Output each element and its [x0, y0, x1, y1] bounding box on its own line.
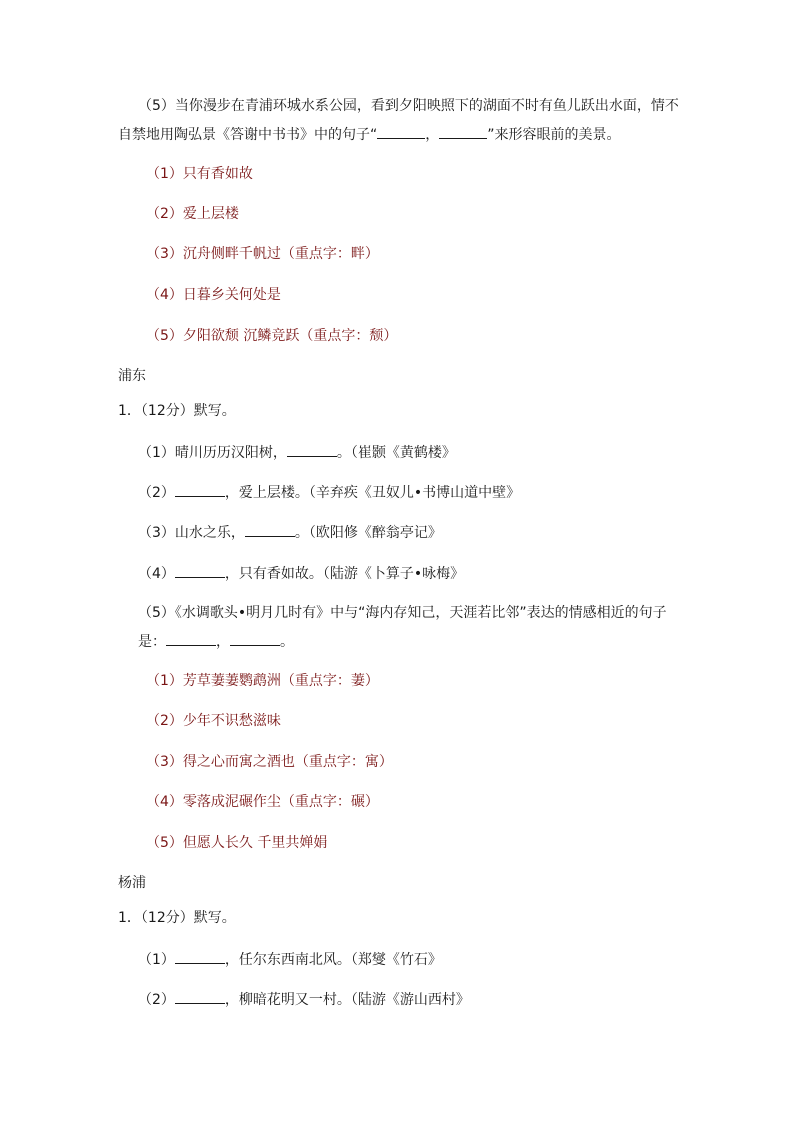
yangpu-question-1: （1） ，任尔东西南北风。（郑燮《竹石》: [138, 949, 442, 970]
answer-blank[interactable]: [175, 989, 225, 1004]
answer-blank[interactable]: [245, 522, 295, 537]
answer-blank[interactable]: [439, 124, 487, 139]
answer-blank[interactable]: [175, 482, 225, 497]
question-5-line-1: （5）当你漫步在青浦环城水系公园，看到夕阳映照下的湖面不时有鱼儿跃出水面，情不: [138, 98, 679, 114]
answer-blank[interactable]: [230, 631, 280, 646]
section-title-pudong: 浦东: [118, 368, 146, 384]
answer-line: （1）芳草萋萋鹦鹉洲（重点字：萋）: [146, 673, 379, 689]
pudong-question-5-line-2: 是： ， 。: [138, 631, 294, 652]
answer-line: （2）爱上层楼: [146, 206, 239, 222]
question-heading: 1．（12分）默写。: [118, 403, 236, 419]
answer-line: （3）沉舟侧畔千帆过（重点字：畔）: [146, 246, 379, 262]
section-title-yangpu: 杨浦: [118, 875, 146, 891]
answer-line: （5）夕阳欲颓 沉鳞竞跃（重点字：颓）: [146, 328, 398, 344]
answer-blank[interactable]: [166, 631, 216, 646]
answer-blank[interactable]: [175, 949, 225, 964]
answer-blank[interactable]: [287, 442, 337, 457]
answer-line: （4）零落成泥碾作尘（重点字：碾）: [146, 794, 379, 810]
answer-blank[interactable]: [377, 124, 425, 139]
question-heading: 1．（12分）默写。: [118, 910, 236, 926]
answer-blank[interactable]: [175, 563, 225, 578]
pudong-question-1: （1）晴川历历汉阳树， 。（崔颢《黄鹤楼》: [138, 442, 456, 463]
answer-line: （4）日暮乡关何处是: [146, 287, 281, 303]
yangpu-question-2: （2） ，柳暗花明又一村。（陆游《游山西村》: [138, 989, 470, 1010]
pudong-question-3: （3）山水之乐， 。（欧阳修《醉翁亭记》: [138, 522, 442, 543]
pudong-question-2: （2） ，爱上层楼。（辛弃疾《丑奴儿•书博山道中壁》: [138, 482, 520, 503]
answer-line: （1）只有香如故: [146, 166, 253, 182]
answer-line: （2）少年不识愁滋味: [146, 713, 281, 729]
pudong-question-4: （4） ，只有香如故。（陆游《卜算子•咏梅》: [138, 563, 464, 584]
pudong-question-5-line-1: （5）《水调歌头•明月几时有》中与“海内存知己，天涯若比邻”表达的情感相近的句子: [138, 605, 667, 621]
answer-line: （3）得之心而寓之酒也（重点字：寓）: [146, 754, 393, 770]
answer-line: （5）但愿人长久 千里共婵娟: [146, 835, 328, 851]
question-5-line-2: 自禁地用陶弘景《答谢中书书》中的句子“ ， ”来形容眼前的美景。: [118, 124, 621, 145]
